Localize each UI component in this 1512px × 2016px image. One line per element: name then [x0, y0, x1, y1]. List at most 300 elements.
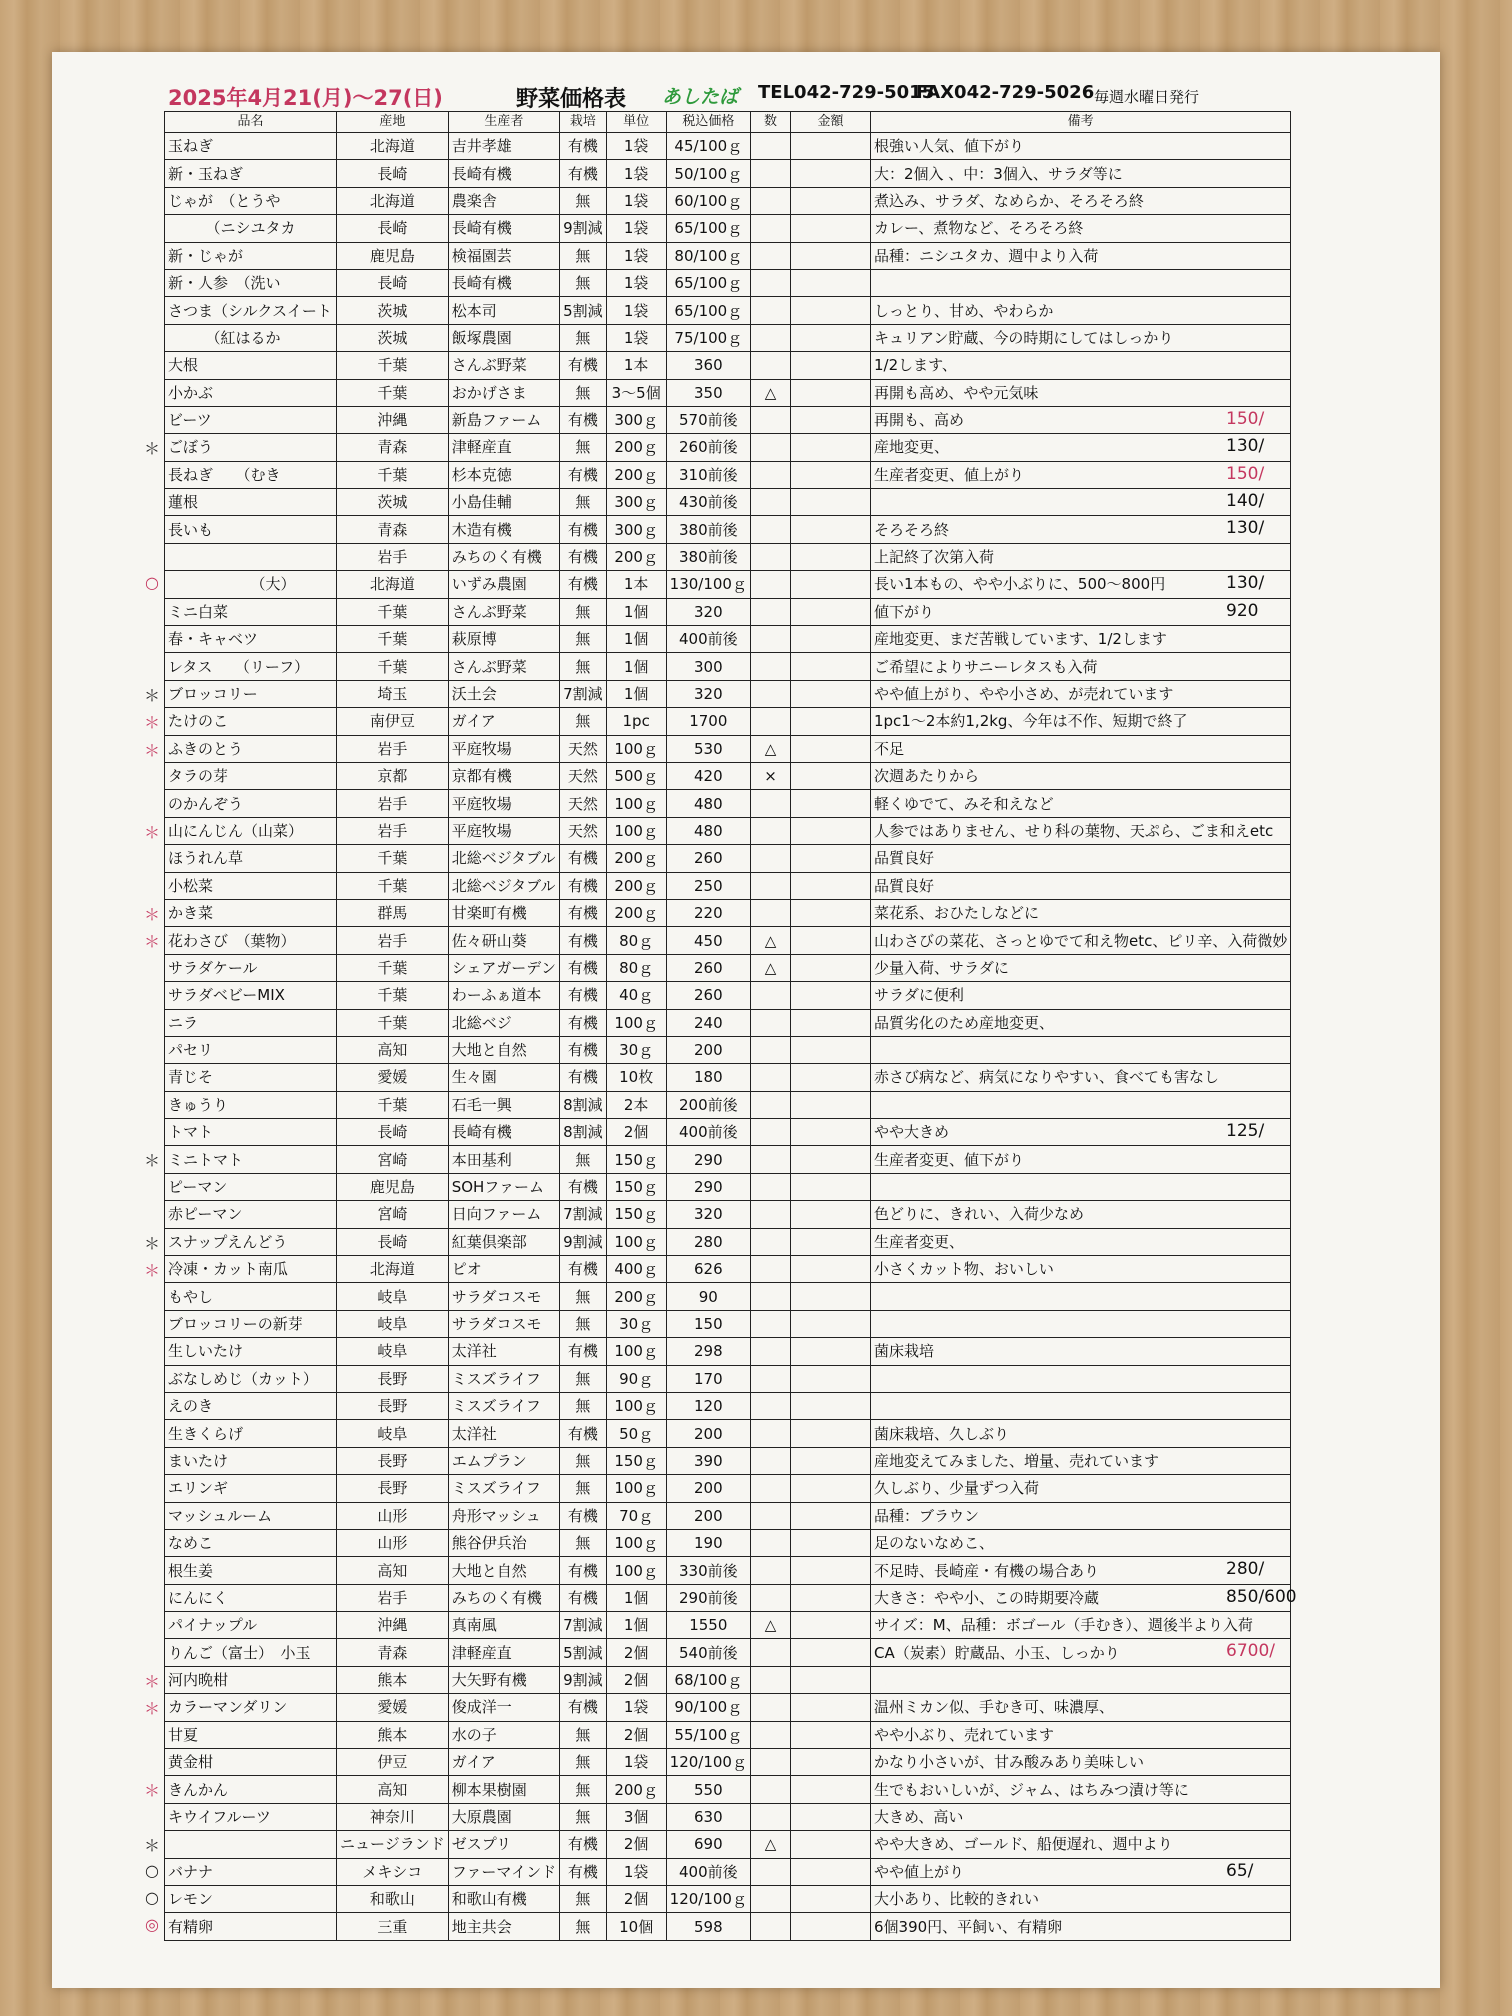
cultivation-cell: 有機 [560, 1831, 607, 1858]
cultivation-cell: 有機 [560, 954, 607, 981]
item-name-cell: ほうれん草 [165, 845, 337, 872]
price-cell: 420 [666, 762, 750, 789]
producer-cell: 京都有機 [448, 762, 559, 789]
qty-cell [750, 790, 790, 817]
table-row [165, 1584, 1291, 1611]
cultivation-cell: 無 [560, 242, 607, 269]
qty-cell [750, 1228, 790, 1255]
table-row [165, 543, 1291, 570]
table-row [165, 489, 1291, 516]
item-name-cell: （紅はるか [165, 324, 337, 351]
unit-cell: 100ｇ [606, 1228, 666, 1255]
producer-cell: ピオ [448, 1256, 559, 1283]
cultivation-cell: 9割減 [560, 1228, 607, 1255]
qty-cell [750, 406, 790, 433]
price-cell: 400前後 [666, 1858, 750, 1885]
producer-cell: 熊谷伊兵治 [448, 1529, 559, 1556]
price-cell: 65/100ｇ [666, 269, 750, 296]
unit-cell: 3～5個 [606, 379, 666, 406]
origin-cell: 和歌山 [337, 1886, 449, 1913]
item-name-cell: かき菜 [165, 899, 337, 926]
qty-cell [750, 1009, 790, 1036]
table-row [165, 1392, 1291, 1419]
qty-cell [750, 269, 790, 296]
table-row [165, 133, 1291, 160]
amount-cell [790, 489, 870, 516]
row-mark: ＊ [143, 1781, 160, 1800]
qty-cell [750, 1146, 790, 1173]
item-name-cell: ぶなしめじ（カット） [165, 1365, 337, 1392]
price-cell: 260 [666, 845, 750, 872]
price-cell: 290 [666, 1173, 750, 1200]
origin-cell: 千葉 [337, 845, 449, 872]
side-note: 125/ [1226, 1121, 1265, 1141]
origin-cell: 京都 [337, 762, 449, 789]
note-cell [870, 1392, 1290, 1419]
producer-cell: 太洋社 [448, 1338, 559, 1365]
origin-cell: 宮崎 [337, 1201, 449, 1228]
amount-cell [790, 817, 870, 844]
producer-cell: 津軽産直 [448, 434, 559, 461]
origin-cell: 長崎 [337, 1119, 449, 1146]
cultivation-cell: 有機 [560, 1694, 607, 1721]
amount-cell [790, 1064, 870, 1091]
unit-cell: 200ｇ [606, 1776, 666, 1803]
item-name-cell: にんにく [165, 1584, 337, 1611]
item-name-cell: エリンギ [165, 1475, 337, 1502]
amount-cell [790, 461, 870, 488]
producer-cell: ガイア [448, 708, 559, 735]
cultivation-cell: 無 [560, 1447, 607, 1474]
cultivation-cell: 無 [560, 379, 607, 406]
qty-cell [750, 434, 790, 461]
origin-cell: 北海道 [337, 187, 449, 214]
origin-cell: 岩手 [337, 735, 449, 762]
price-cell: 200 [666, 1420, 750, 1447]
row-mark: ＊ [143, 686, 160, 705]
table-row [165, 1612, 1291, 1639]
price-cell: 240 [666, 1009, 750, 1036]
col-header: 金額 [790, 112, 870, 133]
amount-cell [790, 1447, 870, 1474]
note-cell: 再開も、高め [870, 406, 1290, 433]
unit-cell: 100ｇ [606, 1009, 666, 1036]
cultivation-cell: 無 [560, 708, 607, 735]
table-row [165, 598, 1291, 625]
qty-cell: △ [750, 1612, 790, 1639]
amount-cell [790, 1803, 870, 1830]
cultivation-cell: 無 [560, 1146, 607, 1173]
amount-cell [790, 406, 870, 433]
qty-cell: △ [750, 379, 790, 406]
origin-cell: 岩手 [337, 543, 449, 570]
cultivation-cell: 7割減 [560, 680, 607, 707]
unit-cell: 1個 [606, 1584, 666, 1611]
item-name-cell: パセリ [165, 1036, 337, 1063]
note-cell: やや値上がり [870, 1858, 1290, 1885]
producer-cell: さんぶ野菜 [448, 598, 559, 625]
producer-cell: 大地と自然 [448, 1557, 559, 1584]
item-name-cell: 蓮根 [165, 489, 337, 516]
amount-cell [790, 187, 870, 214]
item-name-cell: 青じそ [165, 1064, 337, 1091]
side-note: 130/ [1226, 518, 1265, 538]
qty-cell [750, 461, 790, 488]
col-header: 備考 [870, 112, 1290, 133]
price-cell: 400前後 [666, 626, 750, 653]
origin-cell: 岩手 [337, 790, 449, 817]
table-row [165, 1749, 1291, 1776]
amount-cell [790, 1201, 870, 1228]
table-row [165, 215, 1291, 242]
origin-cell: 千葉 [337, 1091, 449, 1118]
cultivation-cell: 無 [560, 1283, 607, 1310]
price-cell: 550 [666, 1776, 750, 1803]
cultivation-cell: 有機 [560, 406, 607, 433]
cultivation-cell: 無 [560, 1475, 607, 1502]
item-name-cell: 生きくらげ [165, 1420, 337, 1447]
note-cell: 大：2個入 、中：3個入、サラダ等に [870, 160, 1290, 187]
qty-cell [750, 1420, 790, 1447]
qty-cell [750, 1447, 790, 1474]
producer-cell: 生々園 [448, 1064, 559, 1091]
cultivation-cell: 有機 [560, 461, 607, 488]
note-cell: 軽くゆでて、みそ和えなど [870, 790, 1290, 817]
producer-cell: 柳本果樹園 [448, 1776, 559, 1803]
amount-cell [790, 1831, 870, 1858]
item-name-cell: のかんぞう [165, 790, 337, 817]
qty-cell: △ [750, 735, 790, 762]
origin-cell: メキシコ [337, 1858, 449, 1885]
row-mark: ○ [145, 573, 159, 592]
qty-cell [750, 1721, 790, 1748]
price-cell: 320 [666, 680, 750, 707]
row-mark: ○ [145, 1861, 159, 1880]
cultivation-cell: 天然 [560, 790, 607, 817]
unit-cell: 300ｇ [606, 406, 666, 433]
origin-cell: 千葉 [337, 954, 449, 981]
origin-cell: 千葉 [337, 872, 449, 899]
note-cell: 生産者変更、値上がり [870, 461, 1290, 488]
item-name-cell: パイナップル [165, 1612, 337, 1639]
amount-cell [790, 324, 870, 351]
cultivation-cell: 無 [560, 626, 607, 653]
unit-cell: 2個 [606, 1666, 666, 1693]
table-row [165, 845, 1291, 872]
producer-cell: 木造有機 [448, 516, 559, 543]
note-cell [870, 1283, 1290, 1310]
origin-cell: 茨城 [337, 489, 449, 516]
item-name-cell: （ニシユタカ [165, 215, 337, 242]
unit-cell: 100ｇ [606, 1392, 666, 1419]
unit-cell: 200ｇ [606, 434, 666, 461]
row-mark: ＊ [143, 823, 160, 842]
item-name-cell: りんご（富士） 小玉 [165, 1639, 337, 1666]
amount-cell [790, 1749, 870, 1776]
origin-cell: 千葉 [337, 352, 449, 379]
origin-cell: 千葉 [337, 379, 449, 406]
tel-number: TEL042-729-5015 [758, 82, 935, 103]
producer-cell: 小島佳輔 [448, 489, 559, 516]
item-name-cell: 長ねぎ （むき [165, 461, 337, 488]
amount-cell [790, 1776, 870, 1803]
note-cell: キュリアン貯蔵、今の時期にしてはしっかり [870, 324, 1290, 351]
unit-cell: 1袋 [606, 242, 666, 269]
price-cell: 320 [666, 598, 750, 625]
table-row [165, 406, 1291, 433]
item-name-cell: 冷凍・カット南瓜 [165, 1256, 337, 1283]
qty-cell [750, 187, 790, 214]
unit-cell: 150ｇ [606, 1146, 666, 1173]
producer-cell: 検福園芸 [448, 242, 559, 269]
amount-cell [790, 133, 870, 160]
amount-cell [790, 1694, 870, 1721]
producer-cell: みちのく有機 [448, 1584, 559, 1611]
origin-cell: 青森 [337, 1639, 449, 1666]
amount-cell [790, 1146, 870, 1173]
price-cell: 200 [666, 1036, 750, 1063]
item-name-cell: じゃが （とうや [165, 187, 337, 214]
note-cell: 産地変更、 [870, 434, 1290, 461]
unit-cell: 1袋 [606, 133, 666, 160]
producer-cell: 新島ファーム [448, 406, 559, 433]
qty-cell [750, 1584, 790, 1611]
item-name-cell: サラダケール [165, 954, 337, 981]
producer-cell: シェアガーデン [448, 954, 559, 981]
unit-cell: 80ｇ [606, 954, 666, 981]
producer-cell: 水の子 [448, 1721, 559, 1748]
item-name-cell: ビーツ [165, 406, 337, 433]
amount-cell [790, 762, 870, 789]
producer-cell: 真南風 [448, 1612, 559, 1639]
row-mark: ＊ [143, 741, 160, 760]
origin-cell: 鹿児島 [337, 1173, 449, 1200]
price-cell: 260 [666, 982, 750, 1009]
price-cell: 120 [666, 1392, 750, 1419]
price-cell: 60/100ｇ [666, 187, 750, 214]
note-cell: 生産者変更、値下がり [870, 1146, 1290, 1173]
producer-cell: ガイア [448, 1749, 559, 1776]
amount-cell [790, 1886, 870, 1913]
note-cell: 温州ミカン似、手むき可、味濃厚、 [870, 1694, 1290, 1721]
qty-cell [750, 297, 790, 324]
unit-cell: 1袋 [606, 324, 666, 351]
table-row [165, 269, 1291, 296]
cultivation-cell: 無 [560, 1392, 607, 1419]
price-cell: 300 [666, 653, 750, 680]
table-row [165, 1858, 1291, 1885]
issue-note: 毎週水曜日発行 [1094, 88, 1200, 106]
cultivation-cell: 有機 [560, 927, 607, 954]
origin-cell: 長野 [337, 1365, 449, 1392]
note-cell: 品質劣化のため産地変更、 [870, 1009, 1290, 1036]
producer-cell: 松本司 [448, 297, 559, 324]
amount-cell [790, 653, 870, 680]
note-cell: 1pc1～2本約1,2kg、今年は不作、短期で終了 [870, 708, 1290, 735]
unit-cell: 1袋 [606, 160, 666, 187]
unit-cell: 1個 [606, 598, 666, 625]
unit-cell: 70ｇ [606, 1502, 666, 1529]
cultivation-cell: 9割減 [560, 215, 607, 242]
note-cell: 菜花系、おひたしなどに [870, 899, 1290, 926]
amount-cell [790, 845, 870, 872]
price-cell: 260 [666, 954, 750, 981]
origin-cell: 長崎 [337, 1228, 449, 1255]
table-row [165, 680, 1291, 707]
note-cell: サラダに便利 [870, 982, 1290, 1009]
table-row [165, 1639, 1291, 1666]
table-row [165, 1009, 1291, 1036]
origin-cell: 千葉 [337, 598, 449, 625]
producer-cell: 紅葉倶楽部 [448, 1228, 559, 1255]
unit-cell: 2個 [606, 1119, 666, 1146]
header [52, 82, 1440, 112]
item-name-cell: ふきのとう [165, 735, 337, 762]
side-note: 130/ [1226, 573, 1265, 593]
amount-cell [790, 1009, 870, 1036]
amount-cell [790, 1913, 870, 1940]
producer-cell: 石毛一興 [448, 1091, 559, 1118]
table-row [165, 1036, 1291, 1063]
item-name-cell: レタス （リーフ） [165, 653, 337, 680]
price-cell: 75/100ｇ [666, 324, 750, 351]
unit-cell: 150ｇ [606, 1201, 666, 1228]
price-list-sheet [52, 52, 1440, 1988]
unit-cell: 200ｇ [606, 461, 666, 488]
note-cell: 品質良好 [870, 845, 1290, 872]
unit-cell: 2個 [606, 1639, 666, 1666]
table-row [165, 1447, 1291, 1474]
cultivation-cell: 有機 [560, 872, 607, 899]
table-row [165, 1256, 1291, 1283]
unit-cell: 1個 [606, 653, 666, 680]
qty-cell [750, 352, 790, 379]
producer-cell: みちのく有機 [448, 543, 559, 570]
note-cell: 大きさ：やや小、この時期要冷蔵 [870, 1584, 1290, 1611]
cultivation-cell: 無 [560, 653, 607, 680]
item-name-cell: タラの芽 [165, 762, 337, 789]
amount-cell [790, 1283, 870, 1310]
row-mark: ＊ [143, 1151, 160, 1170]
price-cell: 250 [666, 872, 750, 899]
cultivation-cell: 有機 [560, 1557, 607, 1584]
table-row [165, 790, 1291, 817]
cultivation-cell: 7割減 [560, 1612, 607, 1639]
amount-cell [790, 1256, 870, 1283]
table-row [165, 708, 1291, 735]
unit-cell: 1個 [606, 626, 666, 653]
price-cell: 400前後 [666, 1119, 750, 1146]
side-note: 140/ [1226, 491, 1265, 511]
price-cell: 626 [666, 1256, 750, 1283]
table-row [165, 899, 1291, 926]
cultivation-cell: 有機 [560, 899, 607, 926]
unit-cell: 3個 [606, 1803, 666, 1830]
qty-cell [750, 242, 790, 269]
item-name-cell: レモン [165, 1886, 337, 1913]
origin-cell: 三重 [337, 1913, 449, 1940]
producer-cell: わーふぁ道本 [448, 982, 559, 1009]
cultivation-cell: 無 [560, 1310, 607, 1337]
cultivation-cell: 有機 [560, 516, 607, 543]
cultivation-cell: 有機 [560, 1064, 607, 1091]
price-cell: 690 [666, 1831, 750, 1858]
producer-cell: 杉本克徳 [448, 461, 559, 488]
item-name-cell: （大） [165, 571, 337, 598]
note-cell: 足のないなめこ、 [870, 1529, 1290, 1556]
col-header: 生産者 [448, 112, 559, 133]
note-cell: 6個390円、平飼い、有精卵 [870, 1913, 1290, 1940]
producer-cell: 北総ベジタブル [448, 845, 559, 872]
amount-cell [790, 1858, 870, 1885]
note-cell: 山わさびの菜花、さっとゆでて和え物etc、ピリ辛、入荷微妙 [870, 927, 1290, 954]
price-cell: 68/100ｇ [666, 1666, 750, 1693]
note-cell: 大小あり、比較的きれい [870, 1886, 1290, 1913]
table-row [165, 1831, 1291, 1858]
producer-cell: ゼスプリ [448, 1831, 559, 1858]
origin-cell: 北海道 [337, 1256, 449, 1283]
row-mark: ＊ [143, 1672, 160, 1691]
price-cell: 570前後 [666, 406, 750, 433]
date-range: 2025年4月21(月)～27(日) [168, 86, 443, 110]
origin-cell: 長崎 [337, 215, 449, 242]
price-table [164, 111, 1291, 1941]
note-cell: 赤さび病など、病気になりやすい、食べても害なし [870, 1064, 1290, 1091]
cultivation-cell: 無 [560, 1803, 607, 1830]
unit-cell: 200ｇ [606, 1283, 666, 1310]
table-row [165, 1228, 1291, 1255]
cultivation-cell: 無 [560, 489, 607, 516]
origin-cell: 宮崎 [337, 1146, 449, 1173]
table-row [165, 1475, 1291, 1502]
amount-cell [790, 982, 870, 1009]
origin-cell: 青森 [337, 516, 449, 543]
amount-cell [790, 1420, 870, 1447]
unit-cell: 100ｇ [606, 790, 666, 817]
note-cell: サイズ：M、品種：ボゴール（手むき）、週後半より入荷 [870, 1612, 1290, 1639]
price-cell: 50/100ｇ [666, 160, 750, 187]
amount-cell [790, 790, 870, 817]
side-note: 150/ [1226, 464, 1265, 484]
unit-cell: 2個 [606, 1721, 666, 1748]
note-cell: 不足 [870, 735, 1290, 762]
price-cell: 380前後 [666, 516, 750, 543]
item-name-cell: 有精卵 [165, 1913, 337, 1940]
table-row [165, 817, 1291, 844]
price-cell: 80/100ｇ [666, 242, 750, 269]
qty-cell [750, 489, 790, 516]
qty-cell [750, 324, 790, 351]
cultivation-cell: 有機 [560, 1338, 607, 1365]
producer-cell: 地主共会 [448, 1913, 559, 1940]
amount-cell [790, 379, 870, 406]
table-row [165, 1091, 1291, 1118]
qty-cell [750, 598, 790, 625]
producer-cell: 農楽舎 [448, 187, 559, 214]
note-cell: 品種：ブラウン [870, 1502, 1290, 1529]
table-row [165, 954, 1291, 981]
origin-cell: 高知 [337, 1776, 449, 1803]
cultivation-cell: 有機 [560, 571, 607, 598]
cultivation-cell: 無 [560, 1721, 607, 1748]
unit-cell: 200ｇ [606, 845, 666, 872]
item-name-cell: ごぼう [165, 434, 337, 461]
note-cell: 根強い人気、値下がり [870, 133, 1290, 160]
table-row [165, 1119, 1291, 1146]
row-mark: ＊ [143, 439, 160, 458]
table-row [165, 653, 1291, 680]
table-row [165, 1886, 1291, 1913]
